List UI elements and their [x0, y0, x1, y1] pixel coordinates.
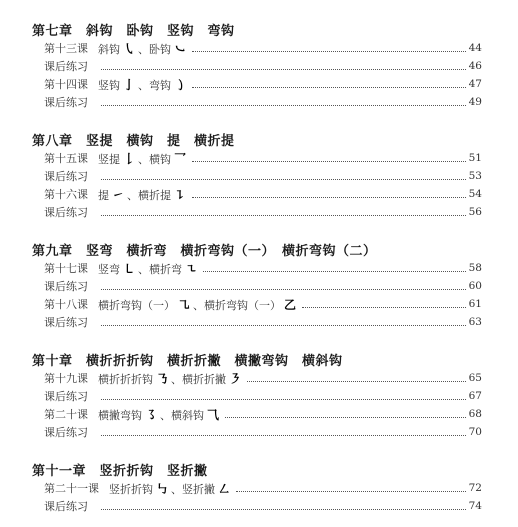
- toc-entry[interactable]: [44, 313, 482, 331]
- toc-entry[interactable]: [44, 423, 482, 441]
- lesson-title: 横折弯钩（一） ㇈ 、横折弯钩（一） 乙: [98, 297, 297, 312]
- toc-entry[interactable]: [44, 57, 482, 75]
- toc-entry[interactable]: [44, 277, 482, 295]
- chapter-title: 第十一章 竖折折钩 竖折撇: [32, 464, 208, 479]
- page-number: 49: [468, 96, 482, 108]
- stroke-glyph: ㇍: [185, 261, 198, 276]
- stroke-glyph: ㇀: [112, 187, 125, 202]
- page-number: 70: [468, 426, 482, 438]
- toc-entry[interactable]: [44, 185, 482, 203]
- dot-leader: [236, 490, 466, 492]
- toc-entry[interactable]: [44, 387, 482, 405]
- lesson-title: 竖提 𠄌 、横钩 乛: [98, 151, 187, 166]
- chapter-title: 第七章 斜钩 卧钩 竖钩 弯钩: [32, 24, 235, 39]
- dot-leader: [203, 270, 466, 272]
- lesson-title: 竖折折钩 ㇉ 、竖折撇 ㇜: [109, 481, 231, 496]
- lesson-label: 第十六课: [44, 188, 88, 201]
- toc-entry[interactable]: [44, 259, 482, 277]
- toc-entry[interactable]: [44, 497, 482, 515]
- page-number: 51: [468, 152, 482, 164]
- stroke-glyph: 乙: [284, 297, 297, 312]
- toc-entry[interactable]: [44, 167, 482, 185]
- dot-leader: [192, 160, 466, 162]
- lesson-title: 横折折折钩 ㇡ 、横折折撇 ㇋: [98, 371, 242, 386]
- page-number: 61: [468, 298, 482, 310]
- dot-leader: [101, 434, 466, 436]
- page-number: 68: [468, 408, 482, 420]
- lesson-label: 课后练习: [44, 316, 88, 329]
- page-number: 47: [468, 78, 482, 90]
- page-number: 56: [468, 206, 482, 218]
- dot-leader: [101, 324, 466, 326]
- lesson-label: 第十四课: [44, 78, 88, 91]
- page-number: 67: [468, 390, 482, 402]
- lesson-title: 斜钩 ㇂ 、卧钩 ㇃: [98, 41, 187, 56]
- page-number: 65: [468, 372, 482, 384]
- page-number: 60: [468, 280, 482, 292]
- toc-entry[interactable]: [44, 39, 482, 57]
- dot-leader: [302, 306, 466, 308]
- lesson-label: 课后练习: [44, 206, 88, 219]
- page-number: 63: [468, 316, 482, 328]
- lesson-label: 课后练习: [44, 170, 88, 183]
- toc-entry[interactable]: [44, 149, 482, 167]
- lesson-label: 课后练习: [44, 500, 88, 513]
- toc-entry[interactable]: [44, 295, 482, 313]
- lesson-label: 第十三课: [44, 42, 88, 55]
- page-number: 44: [468, 42, 482, 54]
- toc-entry[interactable]: [44, 93, 482, 111]
- lesson-label: 第十九课: [44, 372, 88, 385]
- stroke-glyph: ㇄: [123, 261, 136, 276]
- lesson-label: 课后练习: [44, 390, 88, 403]
- chapter-title: 第八章 竖提 横钩 提 横折提: [32, 134, 235, 149]
- lesson-label: 第二十一课: [44, 482, 99, 495]
- dot-leader: [192, 86, 466, 88]
- stroke-glyph: 乛: [174, 151, 187, 166]
- lesson-label: 第二十课: [44, 408, 88, 421]
- dot-leader: [101, 104, 466, 106]
- dot-leader: [192, 50, 466, 52]
- page-number: 74: [468, 500, 482, 512]
- page-number: 46: [468, 60, 482, 72]
- toc-entry[interactable]: [44, 75, 482, 93]
- lesson-label: 课后练习: [44, 426, 88, 439]
- stroke-glyph: ㇊: [174, 187, 187, 202]
- dot-leader: [101, 508, 466, 510]
- lesson-label: 课后练习: [44, 60, 88, 73]
- dot-leader: [225, 416, 466, 418]
- chapter-title: 第十章 横折折折钩 横折折撇 横撇弯钩 横斜钩: [32, 354, 343, 369]
- stroke-glyph: ⺄: [207, 407, 220, 422]
- dot-leader: [192, 196, 466, 198]
- lesson-title: 竖钩 亅 、弯钩 ㇁: [98, 77, 187, 92]
- dot-leader: [247, 380, 466, 382]
- stroke-glyph: ㇉: [156, 481, 169, 496]
- stroke-glyph: ㇁: [174, 77, 187, 92]
- lesson-label: 第十五课: [44, 152, 88, 165]
- dot-leader: [101, 398, 466, 400]
- stroke-glyph: ㇈: [178, 297, 191, 312]
- lesson-title: 提 ㇀ 、横折提 ㇊: [98, 187, 187, 202]
- page-number: 54: [468, 188, 482, 200]
- lesson-label: 课后练习: [44, 96, 88, 109]
- toc-entry[interactable]: [44, 203, 482, 221]
- stroke-glyph: ㇌: [145, 407, 158, 422]
- toc-entry[interactable]: [44, 479, 482, 497]
- dot-leader: [101, 68, 466, 70]
- stroke-glyph: 亅: [123, 77, 136, 92]
- stroke-glyph: ㇡: [156, 371, 169, 386]
- lesson-title: 横撇弯钩 ㇌ 、横斜钩 ⺄: [98, 407, 220, 422]
- stroke-glyph: 𠄌: [123, 151, 136, 166]
- lesson-title: 竖弯 ㇄ 、横折弯 ㇍: [98, 261, 198, 276]
- page-number: 53: [468, 170, 482, 182]
- dot-leader: [101, 288, 466, 290]
- page-number: 58: [468, 262, 482, 274]
- toc-entry[interactable]: [44, 369, 482, 387]
- stroke-glyph: ㇂: [123, 41, 136, 56]
- stroke-glyph: ㇜: [218, 481, 231, 496]
- lesson-label: 第十八课: [44, 298, 88, 311]
- dot-leader: [101, 214, 466, 216]
- page-number: 72: [468, 482, 482, 494]
- toc-entry[interactable]: [44, 405, 482, 423]
- lesson-label: 第十七课: [44, 262, 88, 275]
- chapter-title: 第九章 竖弯 横折弯 横折弯钩（一） 横折弯钩（二）: [32, 244, 377, 259]
- lesson-label: 课后练习: [44, 280, 88, 293]
- dot-leader: [101, 178, 466, 180]
- stroke-glyph: ㇃: [174, 41, 187, 56]
- stroke-glyph: ㇋: [229, 371, 242, 386]
